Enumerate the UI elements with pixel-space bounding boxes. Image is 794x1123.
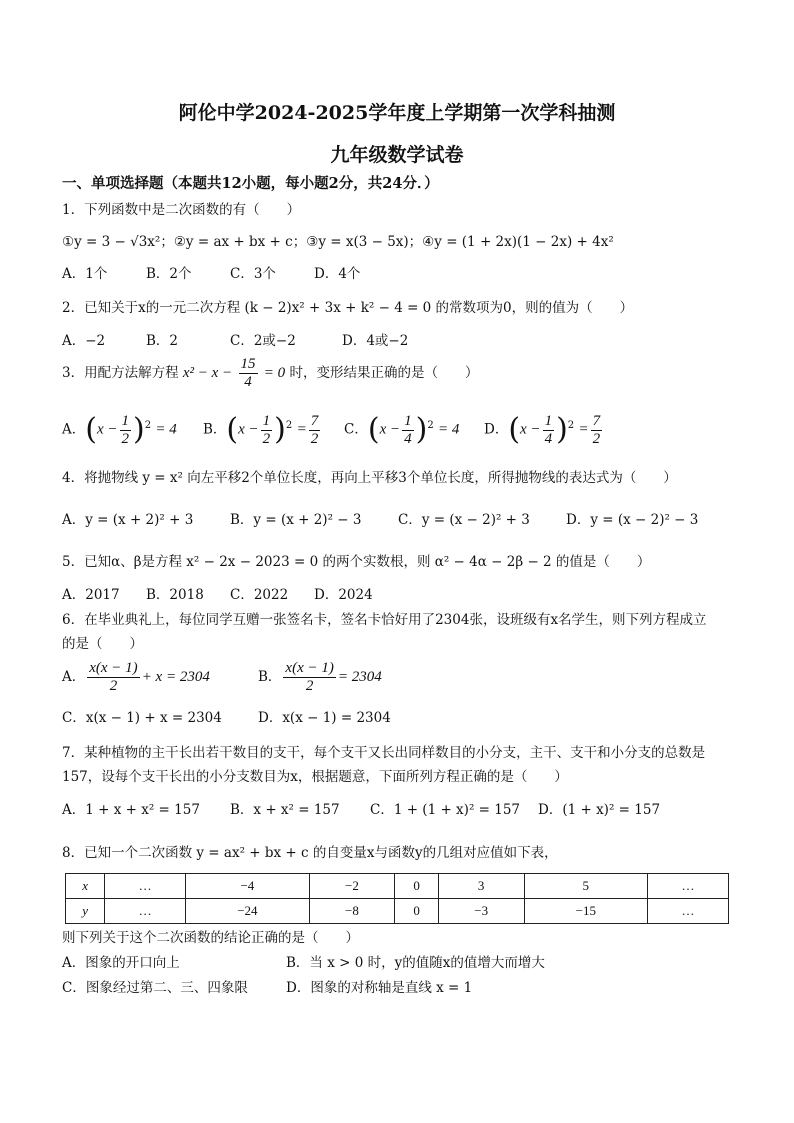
q3-stem — [62, 356, 478, 391]
q3-d-rhs-num: 7 — [592, 412, 601, 429]
q6-a-rest: + x = 2304 — [141, 669, 210, 685]
q2-stem: 2．已知关于x的一元二次方程 (k − 2)x² + 3x + k² − 4 = 0 的常数项为0，则的值为（ ） — [62, 300, 634, 316]
q3-c-num: 1 — [404, 412, 412, 429]
q2-option-a: A．−2 — [62, 333, 106, 349]
exam-title: 阿伦中学2024-2025学年度上学期第一次学科抽测 — [178, 102, 616, 124]
q8-after-table: 则下列关于这个二次函数的结论正确的是（ ） — [62, 930, 359, 946]
q7-option-a: A．1 + x + x² = 157 — [62, 802, 200, 818]
q4-option-d: D．y = (x − 2)² − 3 — [566, 512, 699, 528]
q8-option-c: C．图象经过第二、三、四象限 — [62, 980, 248, 996]
q3-option-b-label: B． — [203, 421, 227, 438]
q4-option-c: C．y = (x − 2)² + 3 — [398, 512, 530, 528]
q3-b-den: 2 — [262, 430, 271, 447]
q3-b-rhs-den: 2 — [310, 430, 319, 447]
q2-option-c: C．2或−2 — [230, 333, 296, 349]
table-cell: −15 — [524, 899, 647, 924]
q3-option-c-label: C． — [344, 421, 368, 438]
q5-option-a: A．2017 — [62, 587, 120, 603]
q3-fraction-denominator: 4 — [244, 374, 252, 390]
q8-option-b: B．当 x > 0 时，y的值随x的值增大而增大 — [286, 955, 545, 971]
q3-equation-left: x² − x − — [182, 365, 233, 381]
q1-option-c: C．3个 — [230, 266, 276, 282]
q8-value-table — [65, 873, 729, 924]
q2-option-d: D．4或−2 — [342, 333, 409, 349]
q3-equation-fraction — [239, 356, 258, 391]
q8-stem: 8．已知一个二次函数 y = ax² + bx + c 的自变量x与函数y的几组对应值如下表， — [62, 845, 558, 861]
q7-stem-line1: 7．某种植物的主干长出若干数目的支干，每个支干又长出同样数目的小分支，主干、支干和小分支的总数是 — [62, 745, 706, 761]
q6-option-a-label: A． — [62, 669, 86, 685]
table-cell: −4 — [186, 874, 309, 899]
table-cell: … — [647, 874, 728, 899]
q7-stem-line2: 157，设每个支干长出的小分支数目为x，根据题意，下面所列方程正确的是（ ） — [62, 769, 568, 785]
q7-option-d: D．(1 + x)² = 157 — [538, 802, 661, 818]
table-cell: −24 — [186, 899, 309, 924]
q3-option-b: B．(x − $\frac{1}{2}$ )$^2$ = $\frac{7}{2}$ — [203, 412, 319, 447]
q1-option-b: B．2个 — [146, 266, 192, 282]
table-row — [66, 874, 729, 899]
q6-b-rest: = 2304 — [337, 669, 382, 685]
q1-option-a: A．1个 — [62, 266, 108, 282]
q5-option-b: B．2018 — [146, 587, 204, 603]
table-cell: 0 — [395, 899, 438, 924]
q3-a-rhs: = 4 — [155, 421, 177, 438]
q6-stem-line1: 6．在毕业典礼上，每位同学互赠一张签名卡，签名卡恰好用了2304张，设班级有x名学生，则下列方程成立 — [62, 612, 707, 628]
q3-option-a: A．(x − $\frac{1}{2}$ )$^2$ = 4 — [62, 412, 177, 447]
section-heading: 一、单项选择题（本题共12小题，每小题2分，共24分．） — [62, 175, 439, 192]
q1-stem: 1．下列函数中是二次函数的有（ ） — [62, 202, 301, 218]
table-cell: … — [105, 874, 186, 899]
q3-fraction-numerator: 15 — [240, 356, 256, 372]
q7-option-c: C．1 + (1 + x)² = 157 — [370, 802, 521, 818]
q3-d-rhs-den: 2 — [592, 430, 601, 447]
q6-option-c: C．x(x − 1) + x = 2304 — [62, 710, 222, 726]
q3-a-den: 2 — [121, 430, 129, 447]
q6-option-d: D．x(x − 1) = 2304 — [258, 710, 391, 726]
table-cell: 3 — [438, 874, 524, 899]
q1-option-d: D．4个 — [314, 266, 361, 282]
q6-option-b — [258, 658, 382, 696]
q7-option-b: B．x + x² = 157 — [230, 802, 340, 818]
q5-stem: 5．已知α、β是方程 x² − 2x − 2023 = 0 的两个实数根，则 α² − 4α − 2β − 2 的值是（ ） — [62, 554, 651, 570]
q6-a-den: 2 — [109, 678, 118, 694]
q4-option-a: A．y = (x + 2)² + 3 — [62, 512, 194, 528]
q6-b-num: x(x − 1) — [285, 660, 334, 676]
q6-stem-line2: 的是（ ） — [62, 636, 143, 652]
exam-subtitle: 九年级数学试卷 — [330, 144, 464, 166]
table-cell: 5 — [524, 874, 647, 899]
q3-option-d-label: D． — [484, 421, 509, 438]
q3-stem-start: 3．用配方法解方程 — [62, 365, 179, 381]
table-cell: … — [105, 899, 186, 924]
q3-a-num: 1 — [121, 412, 129, 429]
q6-option-b-label: B． — [258, 669, 282, 685]
table-cell: −8 — [309, 899, 395, 924]
q4-stem: 4．将抛物线 y = x² 向左平移2个单位长度，再向上平移3个单位长度，所得抛物线的表达式为（ ） — [62, 470, 677, 486]
table-cell: 0 — [395, 874, 438, 899]
q3-option-a-label: A． — [62, 421, 86, 438]
q3-option-d: D．(x − $\frac{1}{4}$ )$^2$ = $\frac{7}{2}$ — [484, 412, 601, 447]
q6-b-den: 2 — [305, 678, 314, 694]
table-cell: x — [66, 874, 105, 899]
q8-option-d: D．图象的对称轴是直线 x = 1 — [286, 980, 473, 996]
q3-c-rhs: = 4 — [437, 421, 460, 438]
table-cell: … — [647, 899, 728, 924]
q5-option-d: D．2024 — [314, 587, 373, 603]
table-row — [66, 899, 729, 924]
q6-a-num: x(x − 1) — [89, 660, 138, 676]
q3-d-den: 4 — [544, 430, 553, 447]
q8-option-a: A．图象的开口向上 — [62, 955, 180, 971]
q3-d-num: 1 — [544, 412, 553, 429]
table-cell: y — [66, 899, 105, 924]
q6-option-a — [62, 658, 210, 696]
q3-option-c: C．(x − $\frac{1}{4}$ )$^2$ = 4 — [344, 412, 460, 447]
q5-option-c: C．2022 — [230, 587, 289, 603]
table-cell: −2 — [309, 874, 395, 899]
q1-functions: ①y = 3 − √3x²；②y = ax + bx + c；③y = x(3 − 5x)；④y = (1 + 2x)(1 − 2x) + 4x² — [62, 234, 614, 250]
q4-option-b: B．y = (x + 2)² − 3 — [230, 512, 362, 528]
q3-equation-right: = 0 — [263, 365, 286, 381]
q3-c-den: 4 — [404, 430, 412, 447]
table-cell: −3 — [438, 899, 524, 924]
q3-b-num: 1 — [262, 412, 271, 429]
q3-b-rhs-num: 7 — [310, 412, 319, 429]
q3-stem-end: 时，变形结果正确的是（ ） — [289, 365, 479, 381]
q2-option-b: B．2 — [146, 333, 179, 349]
